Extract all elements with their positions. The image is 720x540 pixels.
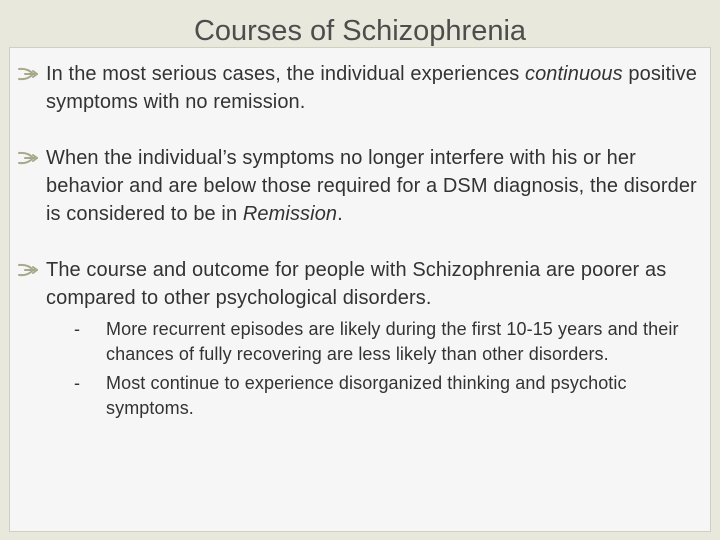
bullet-item bbox=[16, 144, 712, 228]
bullet-text: positive symptoms with no remission. bbox=[46, 63, 698, 113]
dash-marker: - bbox=[74, 373, 81, 393]
arrow-bullet-icon bbox=[16, 62, 42, 86]
sub-bullet-list bbox=[46, 317, 712, 421]
bullet-item bbox=[16, 256, 712, 421]
bullet-text: When the individual’s symptoms no longer interfere with his or her behavior and are below those required for a DSM diagnosis, the disorder is considered to be in bbox=[46, 147, 697, 225]
bullet-emphasis: continuous bbox=[524, 63, 623, 85]
sub-bullet-text: More recurrent episodes are likely during the first 10-15 years and their chances of fully recovering are less likely than other disorders. bbox=[106, 319, 679, 364]
arrow-bullet-icon bbox=[16, 146, 42, 170]
sub-bullet-item bbox=[74, 317, 712, 367]
slide-title: Courses of Schizophrenia bbox=[193, 15, 527, 47]
bullet-text: In the most serious cases, the individual experiences bbox=[46, 63, 525, 85]
bullet-text: The course and outcome for people with Schizophrenia are poorer as compared to other psychological disorders. bbox=[46, 259, 667, 309]
arrow-bullet-icon bbox=[16, 258, 42, 282]
bullet-list bbox=[16, 60, 712, 425]
sub-bullet-item bbox=[74, 371, 712, 421]
bullet-text: . bbox=[337, 203, 343, 225]
bullet-item bbox=[16, 60, 712, 116]
sub-bullet-text: Most continue to experience disorganized thinking and psychotic symptoms. bbox=[106, 373, 627, 418]
dash-marker: - bbox=[74, 319, 81, 339]
bullet-emphasis: Remission bbox=[242, 203, 338, 225]
